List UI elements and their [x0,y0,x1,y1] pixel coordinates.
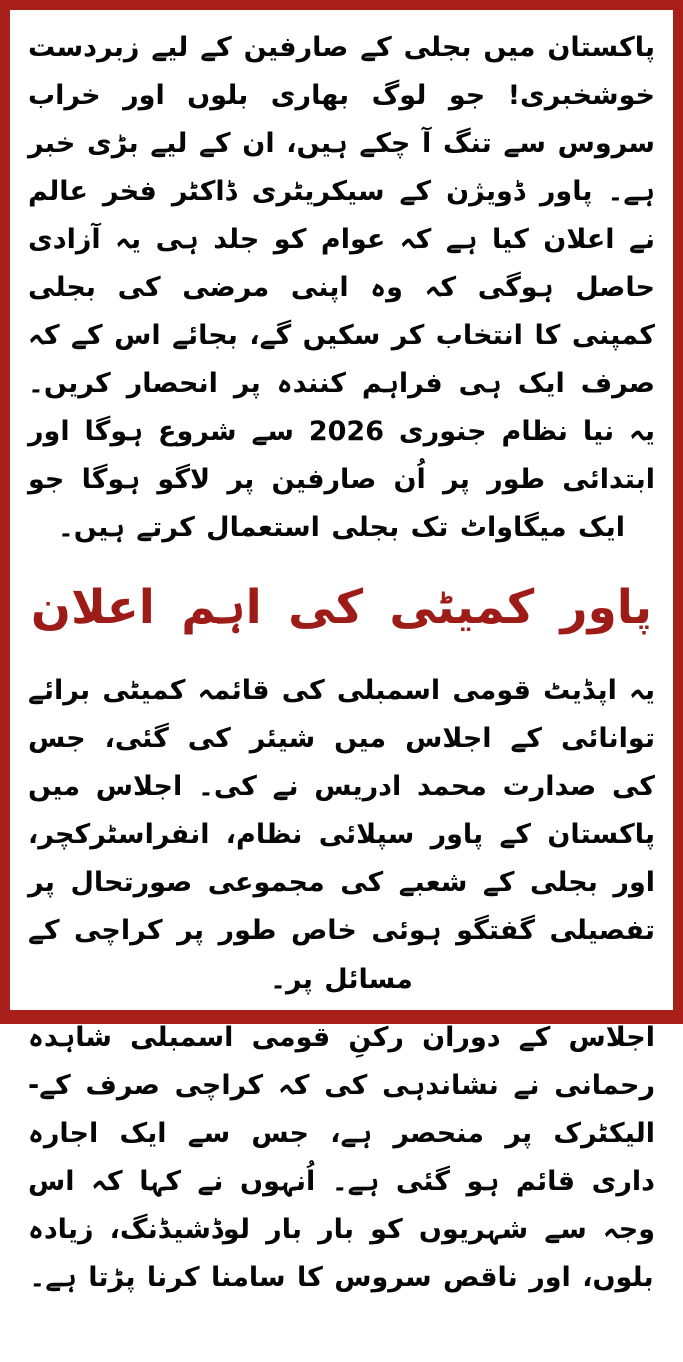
body-paragraph-1: یہ اپڈیٹ قومی اسمبلی کی قائمہ کمیٹی برائے توانائی کے اجلاس میں شیئر کی گئی، جس کی صدارت محمد ادریس نے کی۔ اجلاس میں پاکستان کے پاور سپلائی نظام، انفراسٹرکچر، اور بجلی کے شعبے کی مجموعی صورتحال پر تفصیلی گفتگو ہوئی خاص طور پر کراچی کے مسائل پر۔ [28,675,655,995]
bottom-spacer [28,1302,655,1362]
intro-paragraph: پاکستان میں بجلی کے صارفین کے لیے زبردست خوشخبری! جو لوگ بھاری بلوں اور خراب سروس سے تنگ آ چکے ہیں، ان کے لیے بڑی خبر ہے۔ پاور ڈویژن کے سیکریٹری ڈاکٹر فخر عالم نے اعلان کیا ہے کہ عوام کو جلد ہی یہ آزادی حاصل ہوگی کہ وہ اپنی مرضی کی بجلی کمپنی کا انتخاب کر سکیں گے، بجائے اس کے کہ صرف ایک ہی فراہم کنندہ پر انحصار کریں۔ یہ نیا نظام جنوری 2026 سے شروع ہوگا اور ابتدائی طور پر اُن صارفین پر لاگو ہوگا جو ایک میگاواٹ تک بجلی استعمال کرتے ہیں۔ [28,32,656,544]
body-paragraph-2: اجلاس کے دوران رکنِ قومی اسمبلی شاہدہ رحمانی نے نشاندہی کی کہ کراچی صرف کے-الیکٹرک پر منحصر ہے، جس سے ایک اجارہ داری قائم ہو گئی ہے۔ اُنہوں نے کہا کہ اس وجہ سے شہریوں کو بار بار لوڈشیڈنگ، زیادہ بلوں، اور ناقص سروس کا سامنا کرنا پڑتا ہے۔ [28,1021,655,1293]
article-content-area [10,10,673,1293]
article-headline: پاور کمیٹی کی اہم اعلان [30,579,653,635]
